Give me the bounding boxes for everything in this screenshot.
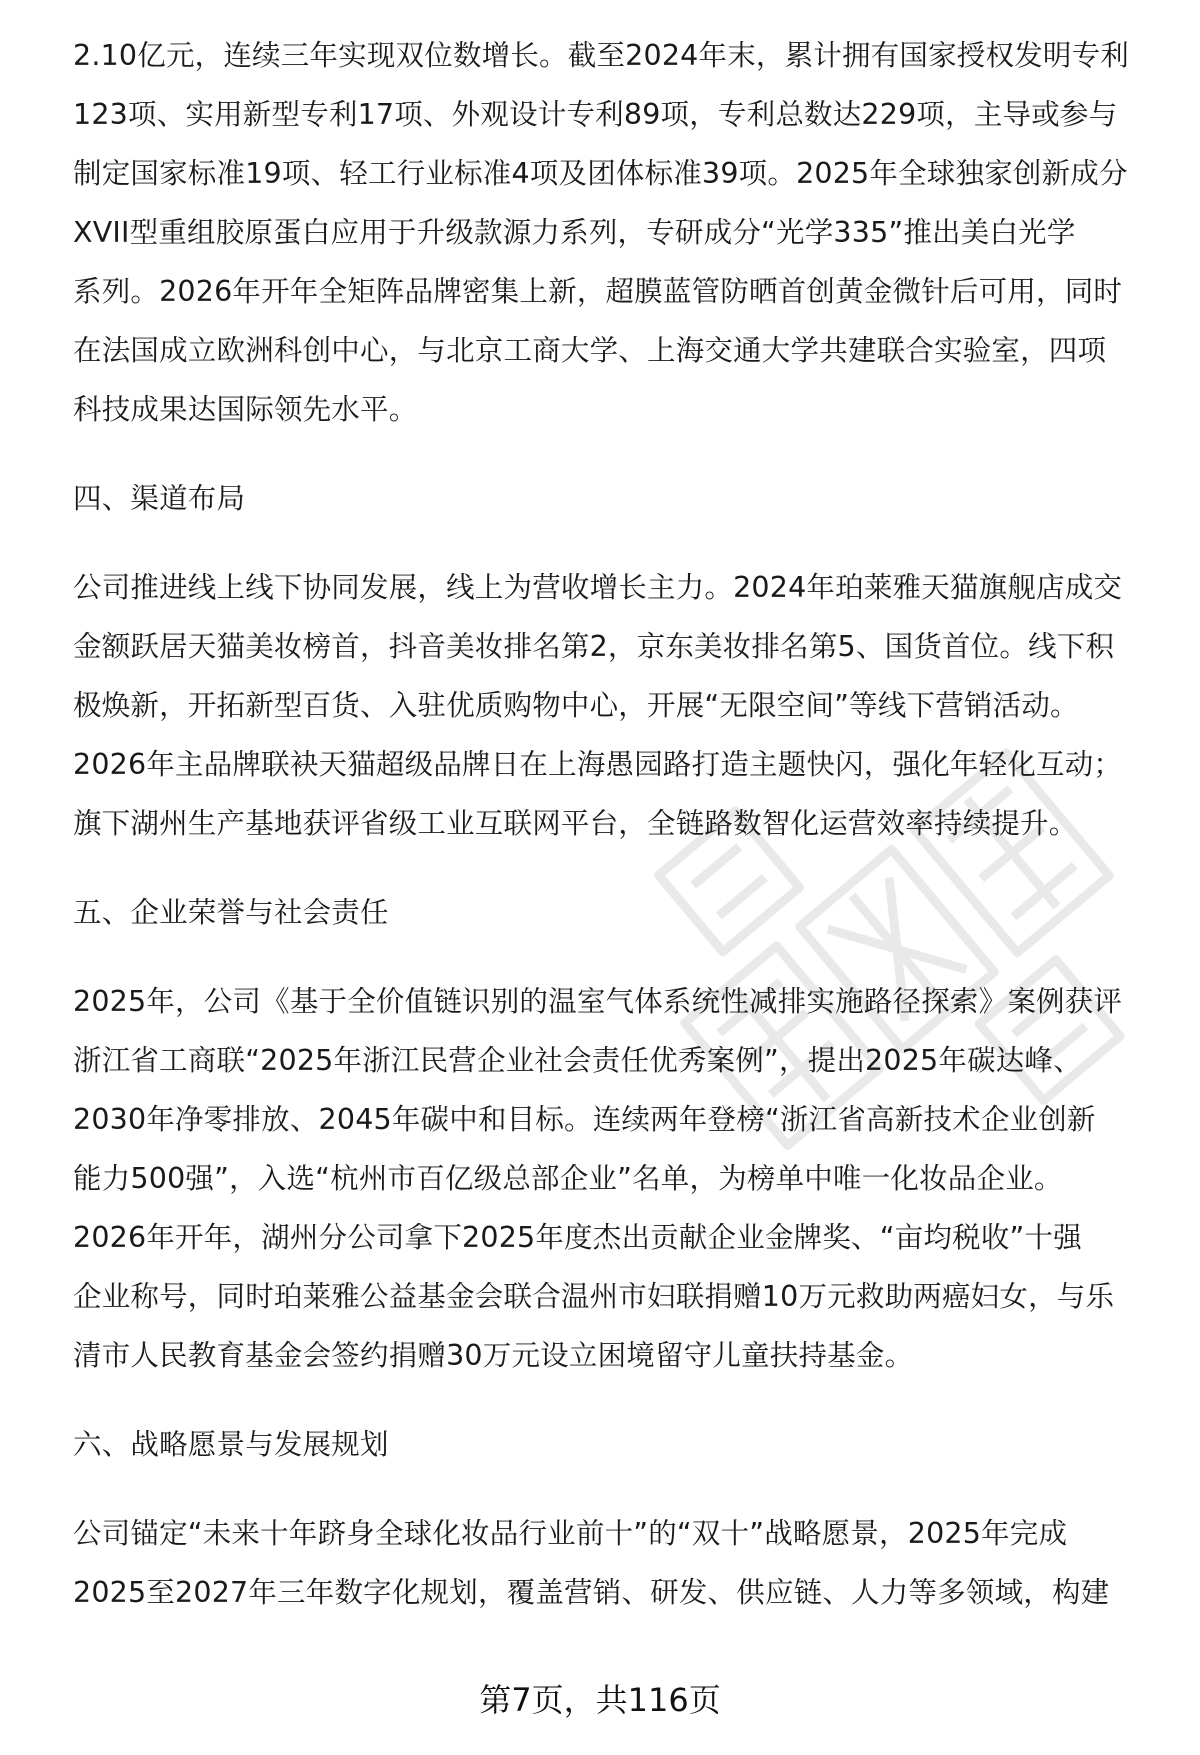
- section-heading-channel-layout: 四、渠道布局: [73, 482, 246, 515]
- paragraph-strategy: 公司锚定“未来十年跻身全球化妆品行业前十”的“双十”战略愿景，2025年完成 2025至2027年三年数字化规划，覆盖营销、研发、供应链、人力等多领域，构建: [73, 1517, 1110, 1609]
- section-heading-honors-responsibility: 五、企业荣誉与社会责任: [73, 896, 389, 929]
- paragraph-rd-achievements: 2.10亿元，连续三年实现双位数增长。截至2024年末，累计拥有国家授权发明专利 123项、实用新型专利17项、外观设计专利89项，专利总数达229项，主导或参与 制定国家标准19项、轻工行业标准4项及团体标准39项。2025年全球独家创新成分 XVII型重组胶原蛋白应用于升级款源力系列，专研成分“光学335”推出美白光学 系列。2026年开年全矩阵品牌密集上新，超膜蓝管防晒首创黄金微针后可用，同时 在法国成立欧洲科创中心，与北京工商大学、上海交通大学共建联合实验室，四项 科技成果达国际领先水平。: [73, 39, 1129, 426]
- section-heading-strategy: 六、战略愿景与发展规划: [73, 1428, 389, 1461]
- document-body: [73, 26, 1158, 1622]
- page-number-footer: 第7页，共116页: [479, 1681, 721, 1719]
- paragraph-channel-layout: 公司推进线上线下协同发展，线上为营收增长主力。2024年珀莱雅天猫旗舰店成交 金额跃居天猫美妆榜首，抖音美妆排名第2，京东美妆排名第5、国货首位。线下积 极焕新，开拓新型百货、入驻优质购物中心，开展“无限空间”等线下营销活动。 2026年主品牌联袂天猫超级品牌日在上海愚园路打造主题快闪，强化年轻化互动； 旗下湖州生产基地获评省级工业互联网平台，全链路数智化运营效率持续提升。: [73, 571, 1123, 840]
- paragraph-honors-responsibility: 2025年，公司《基于全价值链识别的温室气体系统性减排实施路径探索》案例获评 浙江省工商联“2025年浙江民营企业社会责任优秀案例”，提出2025年碳达峰、 2030年净零排放、2045年碳中和目标。连续两年登榜“浙江省高新技术企业创新 能力500强”，入选“杭州市百亿级总部企业”名单，为榜单中唯一化妆品企业。 2026年开年，湖州分公司拿下2025年度杰出贡献企业金牌奖、“亩均税收”十强 企业称号，同时珀莱雅公益基金会联合温州市妇联捐赠10万元救助两癌妇女，与乐 清市人民教育基金会签约捐赠30万元设立困境留守儿童扶持基金。: [73, 985, 1123, 1372]
